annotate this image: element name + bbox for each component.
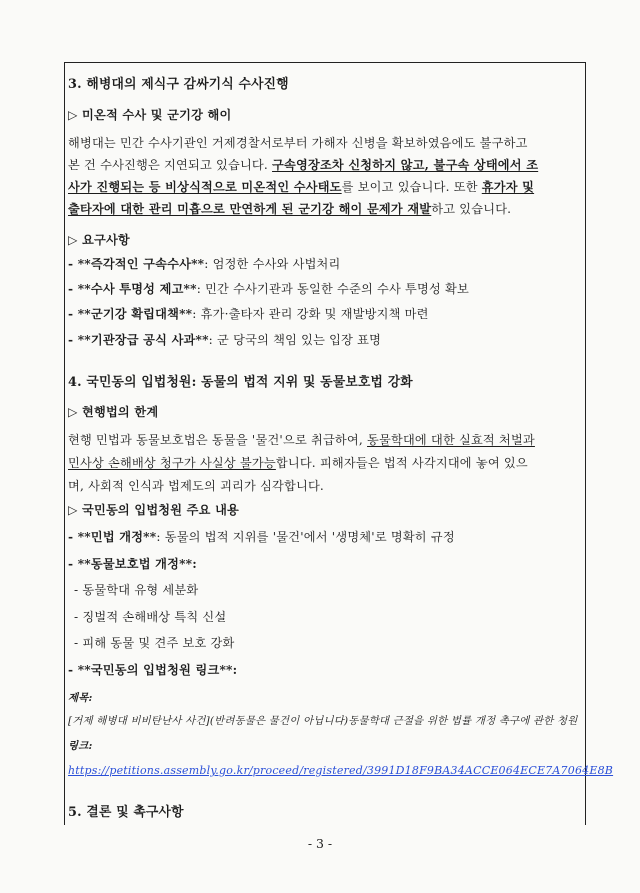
text-span: 본 건 수사진행은 지연되고 있습니다. [68,158,273,172]
section3-para-line1: 해병대는 민간 수사기관인 거제경찰서로부터 가해자 신병을 확보하였음에도 불구하고 [68,136,528,150]
petition-link-heading: - **국민동의 입법청원 링크**: [68,663,238,677]
petition-link-row [68,763,614,778]
emphasis-span: 구속영장조차 신청하지 않고, 불구속 상태에서 조 [272,158,539,172]
section4-sub-petition: ▷ 국민동의 입법청원 주요 내용 [68,503,240,517]
underline-span: 민사상 손해배상 청구가 사실상 불가능 [68,456,276,470]
petition-animal-law: - **동물보호법 개정**: [68,557,197,571]
petition-label: - **민법 개정** [68,530,157,544]
request-label: - **기관장급 공식 사과** [68,333,209,347]
request-item-arrest [68,257,580,271]
petition-url-link[interactable]: https://petitions.assembly.go.kr/proceed/registered/3991D18F9BA34ACCE064ECE7A7064E8B [68,764,614,777]
request-item-discipline [68,307,580,321]
petition-title-label: 제목: [68,692,93,704]
request-detail: : 엄정한 수사와 사법처리 [204,257,341,271]
text-span: 합니다. 피해자들은 법적 사각지대에 놓여 있으 [275,456,528,470]
section3-para-line2 [68,158,580,172]
request-item-transparency [68,282,580,296]
section3-para-line3 [68,180,580,194]
request-detail: : 군 당국의 책임 있는 입장 표명 [208,333,382,347]
emphasis-span: 출타자에 대한 관리 미흡으로 만연하게 된 군기강 해이 문제가 재발 [68,202,432,216]
section3-sub-requests: ▷ 요구사항 [68,233,130,247]
emphasis-span: 사가 진행되는 등 비상식적으로 미온적인 수사태도 [68,180,342,194]
underline-span: 동물학대에 대한 실효적 처벌과 [367,433,535,447]
section4-para-line3: 며, 사회적 인식과 법제도의 괴리가 심각합니다. [68,479,325,493]
petition-link-label: 링크: [68,740,93,752]
page-number: - 3 - [307,836,333,851]
request-label: - **군기강 확립대책** [68,307,193,321]
section4-sub-limits: ▷ 현행법의 한계 [68,405,159,419]
petition-subitem: - 피해 동물 및 견주 보호 강화 [74,636,235,650]
petition-title-value: [거제 해병대 비비탄난사 사건](반려동물은 물건이 아닙니다)동물학대 근절을 위한 법률 개정 촉구에 관한 청원 [68,715,578,727]
petition-civil-law [68,530,580,544]
request-label: - **즉각적인 구속수사** [68,257,205,271]
request-detail: : 민간 수사기관과 동일한 수준의 수사 투명성 확보 [196,282,469,296]
petition-subitem: - 징벌적 손해배상 특칙 신설 [74,610,227,624]
petition-detail: : 동물의 법적 지위를 '물건'에서 '생명체'로 명확히 규정 [156,530,455,544]
text-span: 하고 있습니다. [431,202,512,216]
section4-para-line1 [68,433,580,447]
request-label: - **수사 투명성 제고** [68,282,197,296]
section5-title: 5. 결론 및 촉구사항 [68,805,184,820]
petition-subitem: - 동물학대 유형 세분화 [74,583,199,597]
section4-title: 4. 국민동의 입법청원: 동물의 법적 지위 및 동물보호법 강화 [68,375,413,390]
request-detail: : 휴가·출타자 관리 강화 및 재발방지책 마련 [192,307,429,321]
text-span: 현행 민법과 동물보호법은 동물을 '물건'으로 취급하여, [68,433,368,447]
section3-para-line4 [68,202,580,216]
request-item-apology [68,333,580,347]
section3-title: 3. 해병대의 제식구 감싸기식 수사진행 [68,77,289,92]
text-span: 를 보이고 있습니다. 또한 [341,180,482,194]
section4-para-line2 [68,456,580,470]
emphasis-span: 휴가자 및 [481,180,535,194]
section3-sub-lukewarm: ▷ 미온적 수사 및 군기강 해이 [68,108,232,122]
